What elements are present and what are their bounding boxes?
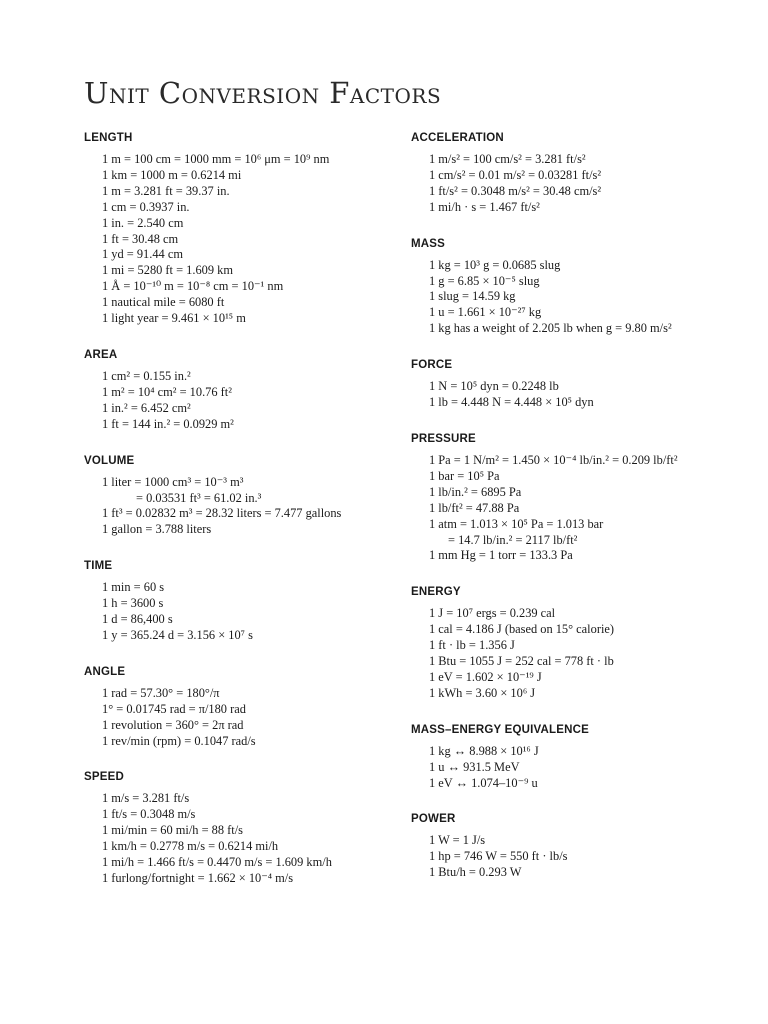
conversion-line: 1 kWh = 3.60 × 10⁶ J xyxy=(429,685,536,700)
conversion-line: 1 hp = 746 W = 550 ft · lb/s xyxy=(429,849,568,864)
conversion-line: 1 W = 1 J/s xyxy=(429,833,486,848)
section-heading: TIME xyxy=(84,560,113,573)
section-power xyxy=(411,813,761,881)
page-title: Unit Conversion Factors xyxy=(84,76,442,110)
conversion-line: 1 m = 100 cm = 1000 mm = 10⁶ μm = 10⁹ nm xyxy=(102,152,330,166)
conversion-line: 1 m/s = 3.281 ft/s xyxy=(102,791,190,806)
section-heading: ACCELERATION xyxy=(411,132,504,144)
conversion-line: 1 slug = 14.59 kg xyxy=(429,289,516,304)
section-mass xyxy=(411,238,761,338)
section-time xyxy=(84,560,384,644)
conversion-line: 1 Å = 10⁻¹⁰ m = 10⁻⁸ cm = 10⁻¹ nm xyxy=(102,279,284,294)
section-force xyxy=(411,359,761,411)
left-column xyxy=(84,132,384,909)
conversion-line: 1 y = 365.24 d = 3.156 × 10⁷ s xyxy=(102,627,253,642)
conversion-line: 1 ft/s = 0.3048 m/s xyxy=(102,807,196,822)
conversion-line: 1 rev/min (rpm) = 0.1047 rad/s xyxy=(102,733,256,748)
conversion-line: 1 km = 1000 m = 0.6214 mi xyxy=(102,167,242,182)
conversion-line: 1 kg = 10³ g = 0.0685 slug xyxy=(429,257,561,272)
conversion-line: 1 lb/in.² = 6895 Pa xyxy=(429,484,522,499)
conversion-line: 1 Btu = 1055 J = 252 cal = 778 ft · lb xyxy=(429,654,614,669)
right-column xyxy=(411,132,761,903)
conversion-line: 1 revolution = 360° = 2π rad xyxy=(102,717,244,732)
conversion-line: 1 mi/min = 60 mi/h = 88 ft/s xyxy=(102,823,243,838)
section-heading: FORCE xyxy=(411,359,453,372)
section-heading: ANGLE xyxy=(84,665,126,678)
section-area xyxy=(84,349,384,433)
conversion-line: 1 cm/s² = 0.01 m/s² = 0.03281 ft/s² xyxy=(429,167,602,182)
conversion-line: 1 yd = 91.44 cm xyxy=(102,247,183,262)
section-heading: MASS–ENERGY EQUIVALENCE xyxy=(411,723,589,736)
conversion-line: 1° = 0.01745 rad = π/180 rad xyxy=(102,701,246,716)
section-mass-energy-equivalence xyxy=(411,724,761,792)
conversion-line: 1 d = 86,400 s xyxy=(102,612,173,627)
conversion-line: 1 Btu/h = 0.293 W xyxy=(429,865,522,880)
section-heading: VOLUME xyxy=(84,454,135,467)
conversion-line: 1 lb = 4.448 N = 4.448 × 10⁵ dyn xyxy=(429,395,594,410)
conversion-line: 1 cm² = 0.155 in.² xyxy=(102,368,191,383)
conversion-line: 1 bar = 10⁵ Pa xyxy=(429,468,500,483)
conversion-line: 1 mi = 5280 ft = 1.609 km xyxy=(102,263,233,278)
conversion-line: 1 kg ↔ 8.988 × 10¹⁶ J xyxy=(429,743,539,758)
conversion-line: 1 liter = 1000 cm³ = 10⁻³ m³ xyxy=(102,474,244,489)
conversion-line: 1 ft³ = 0.02832 m³ = 28.32 liters = 7.477 gallons xyxy=(102,506,342,521)
conversion-line: 1 atm = 1.013 × 10⁵ Pa = 1.013 bar xyxy=(429,516,604,531)
conversion-line: 1 km/h = 0.2778 m/s = 0.6214 mi/h xyxy=(102,839,279,854)
conversion-line: 1 u ↔ 931.5 MeV xyxy=(429,759,520,774)
conversion-line: 1 light year = 9.461 × 10¹⁵ m xyxy=(102,311,246,326)
conversion-line: 1 eV ↔ 1.074–10⁻⁹ u xyxy=(429,775,538,790)
section-heading: MASS xyxy=(411,237,446,250)
conversion-line: 1 nautical mile = 6080 ft xyxy=(102,295,225,310)
conversion-line: 1 mi/h · s = 1.467 ft/s² xyxy=(429,199,540,214)
conversion-line: 1 u = 1.661 × 10⁻²⁷ kg xyxy=(429,305,542,320)
section-pressure xyxy=(411,433,761,564)
conversion-line: 1 Pa = 1 N/m² = 1.450 × 10⁻⁴ lb/in.² = 0.209 lb/ft² xyxy=(429,452,678,467)
section-heading: LENGTH xyxy=(84,132,133,144)
conversion-line: 1 eV = 1.602 × 10⁻¹⁹ J xyxy=(429,669,542,684)
conversion-line: 1 furlong/fortnight = 1.662 × 10⁻⁴ m/s xyxy=(102,871,294,885)
conversion-line: 1 J = 10⁷ ergs = 0.239 cal xyxy=(429,606,556,621)
conversion-line: 1 lb/ft² = 47.88 Pa xyxy=(429,500,520,515)
conversion-line: 1 ft = 144 in.² = 0.0929 m² xyxy=(102,416,234,431)
section-heading: AREA xyxy=(84,348,118,361)
section-heading: SPEED xyxy=(84,771,124,784)
conversion-line: 1 N = 10⁵ dyn = 0.2248 lb xyxy=(429,379,559,394)
conversion-line: 1 ft · lb = 1.356 J xyxy=(429,638,515,653)
section-acceleration xyxy=(411,132,761,216)
conversion-line: 1 mm Hg = 1 torr = 133.3 Pa xyxy=(429,548,573,563)
conversion-line: 1 m = 3.281 ft = 39.37 in. xyxy=(102,183,230,198)
conversion-line-continued: = 14.7 lb/in.² = 2117 lb/ft² xyxy=(448,532,578,547)
section-speed xyxy=(84,771,384,886)
section-heading: ENERGY xyxy=(411,586,461,599)
conversion-line: 1 h = 3600 s xyxy=(102,596,164,611)
section-energy xyxy=(411,586,761,701)
conversion-line: 1 g = 6.85 × 10⁻⁵ slug xyxy=(429,273,540,288)
conversion-line: 1 mi/h = 1.466 ft/s = 0.4470 m/s = 1.609 km/h xyxy=(102,855,332,870)
conversion-line: 1 kg has a weight of 2.205 lb when g = 9.80 m/s² xyxy=(429,321,672,336)
conversion-line: 1 ft/s² = 0.3048 m/s² = 30.48 cm/s² xyxy=(429,183,602,198)
section-angle xyxy=(84,666,384,750)
conversion-line: 1 gallon = 3.788 liters xyxy=(102,522,212,537)
conversion-line: 1 ft = 30.48 cm xyxy=(102,231,179,246)
conversion-line: 1 in. = 2.540 cm xyxy=(102,215,184,230)
section-length xyxy=(84,132,384,327)
conversion-line: 1 rad = 57.30° = 180°/π xyxy=(102,685,220,700)
conversion-line: 1 m/s² = 100 cm/s² = 3.281 ft/s² xyxy=(429,152,586,166)
conversion-line: 1 cm = 0.3937 in. xyxy=(102,199,190,214)
section-volume xyxy=(84,455,384,539)
section-heading: PRESSURE xyxy=(411,432,476,445)
conversion-line: 1 min = 60 s xyxy=(102,580,165,595)
conversion-line: 1 m² = 10⁴ cm² = 10.76 ft² xyxy=(102,384,232,399)
conversion-line: 1 cal = 4.186 J (based on 15° calorie) xyxy=(429,622,615,637)
conversion-line-continued: = 0.03531 ft³ = 61.02 in.³ xyxy=(136,490,262,505)
section-heading: POWER xyxy=(411,813,456,826)
conversion-line: 1 in.² = 6.452 cm² xyxy=(102,400,191,415)
